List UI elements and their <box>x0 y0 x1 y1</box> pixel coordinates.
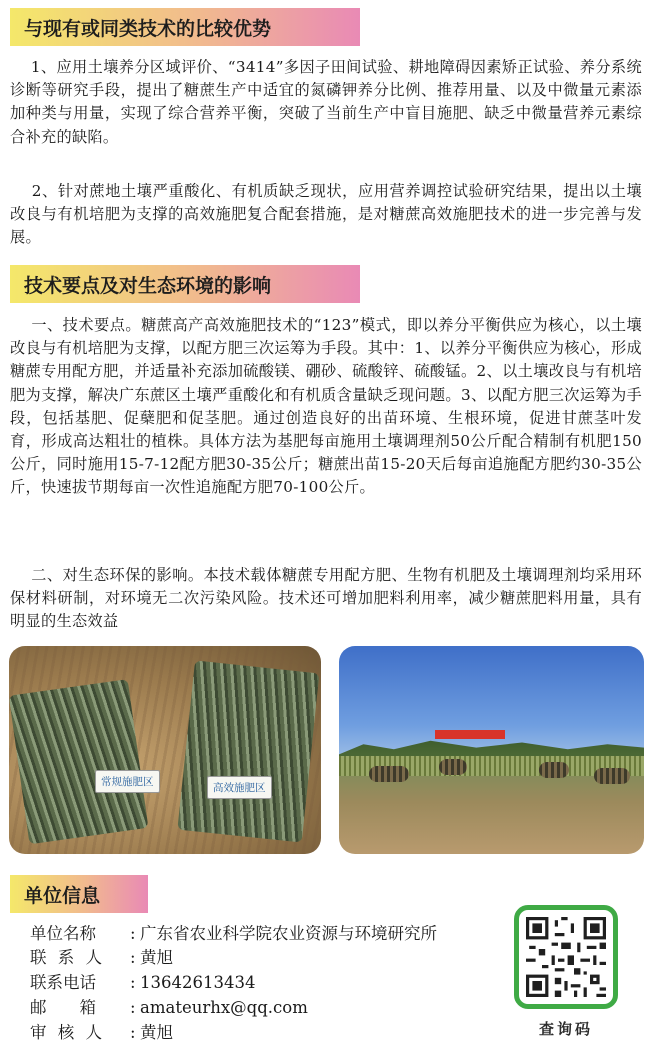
red-banner <box>435 730 505 739</box>
cane-pile <box>594 768 630 784</box>
info-row-unit-name: 单位名称 : 广东省农业科学院农业资源与环境研究所 <box>30 922 437 946</box>
qr-caption: 查询码 <box>538 1020 593 1038</box>
section-header-unit <box>10 875 148 913</box>
photo-sugarcane-field <box>339 646 644 854</box>
paragraph-tech-2: 二、对生态环保的影响。本技术载体糖蔗专用配方肥、生物有机肥及土壤调理剂均采用环保材料研制，对环境无二次污染风险。技术还可增加肥料利用率，减少糖蔗肥料用量，具有明显的生态效益 <box>10 566 643 631</box>
cane-bundle-efficient <box>177 660 319 842</box>
section-header-tech <box>10 265 360 303</box>
info-row-contact: 联 系 人 : 黄旭 <box>30 946 173 970</box>
photo-label-conventional: 常规施肥区 <box>95 770 160 793</box>
info-label: 单位名称 <box>30 924 96 943</box>
cane-pile <box>439 759 467 775</box>
info-label: 联系电话 <box>30 973 96 992</box>
info-label: 联 系 人 <box>30 948 105 967</box>
info-row-email: 邮 箱 : amateurhx@qq.com <box>30 996 308 1020</box>
info-value: 广东省农业科学院农业资源与环境研究所 <box>140 924 437 943</box>
info-row-phone: 联系电话 : 13642613434 <box>30 971 255 995</box>
qr-code[interactable] <box>514 905 618 1009</box>
section-header-advantages <box>10 8 360 46</box>
cane-pile <box>539 762 569 778</box>
cane-bundle-conventional <box>9 679 148 844</box>
info-label: 邮 箱 <box>30 998 96 1017</box>
info-row-reviewer: 审 核 人 : 黄旭 <box>30 1021 173 1045</box>
photo-sugarcane-comparison <box>9 646 321 854</box>
paragraph-advantage-2: 2、针对蔗地土壤严重酸化、有机质缺乏现状，应用营养调控试验研究结果，提出以土壤改良与有机培肥为支撑的高效施肥复合配套措施，是对糖蔗高效施肥技术的进一步完善与发展。 <box>10 182 642 247</box>
paragraph-tech-1: 一、技术要点。糖蔗高产高效施肥技术的“123”模式，即以养分平衡供应为核心，以土壤改良与有机培肥为支撑，以配方肥三次运筹为手段。其中：1、以养分平衡供应为核心，形成糖蔗专用配方肥，并适量补充添加硫酸镁、硼砂、硫酸锌、硫酸锰。2、以土壤改良与有机培肥为支撑，解决广东蔗区土壤严重酸化和有机质含量缺乏现问题。3、以配方肥三次运筹为手段，包括基肥、促蘖肥和促茎肥。通过创造良好的出苗环境、生根环境，促进甘蔗茎叶发育，形成高达粗壮的植株。具体方法为基肥每亩施用土壤调理剂50公斤配合精制有机肥150公斤，同时施用15-7-12配方肥30-35公斤；糖蔗出苗15-20天后每亩追施配方肥约30-35公斤，快速拔节期每亩一次性追施配方肥70-100公斤。 <box>10 316 642 497</box>
info-value: 黄旭 <box>140 948 173 967</box>
section-title: 与现有或同类技术的比较优势 <box>24 17 272 40</box>
photo-label-efficient: 高效施肥区 <box>207 776 272 799</box>
info-value: 13642613434 <box>140 973 256 992</box>
info-value[interactable]: amateurhx@qq.com <box>140 998 308 1017</box>
qr-code-icon <box>526 917 606 997</box>
info-value: 黄旭 <box>140 1023 173 1042</box>
paragraph-advantage-1: 1、应用土壤养分区域评价、“3414”多因子田间试验、耕地障碍因素矫正试验、养分系统诊断等研究手段，提出了糖蔗生产中适宜的氮磷钾养分比例、推荐用量、以及中微量元素添加种类与用量，实现了综合营养平衡，突破了当前生产中盲目施肥、缺乏中微量营养元素综合补充的缺陷。 <box>10 58 642 146</box>
cane-pile <box>369 766 409 782</box>
section-title: 技术要点及对生态环境的影响 <box>24 274 272 297</box>
info-label: 审 核 人 <box>30 1023 105 1042</box>
section-title: 单位信息 <box>24 884 101 907</box>
